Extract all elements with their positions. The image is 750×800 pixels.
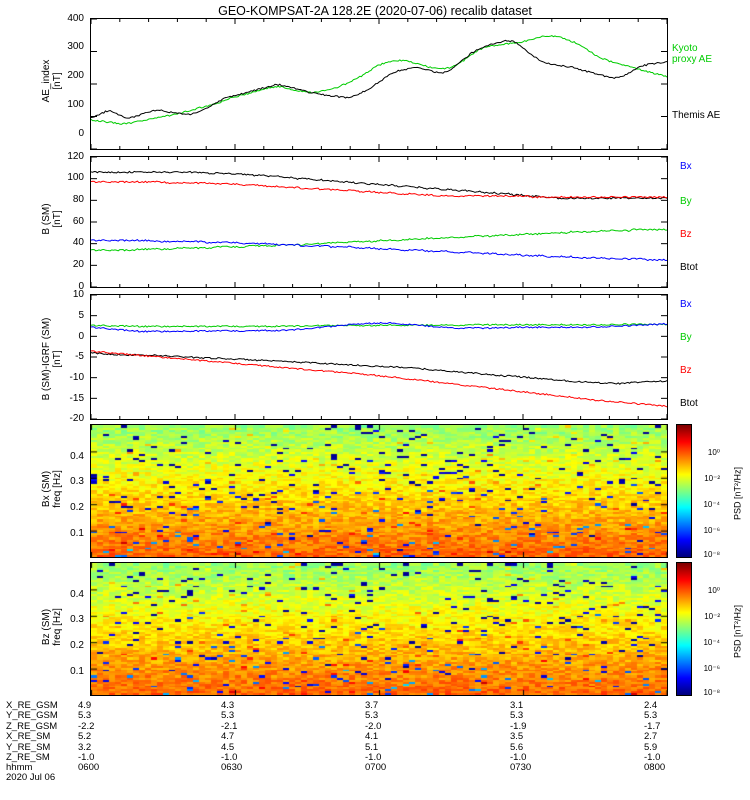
- panel-bz-spectrogram: [90, 562, 668, 696]
- footer-value: 0600: [78, 762, 100, 774]
- legend-p2-bz: Bz: [680, 229, 692, 240]
- colorbar-bz: [676, 562, 692, 696]
- footer-value: 0800: [644, 762, 666, 774]
- ytick-p2-100: 100: [67, 172, 84, 183]
- footer-value: 5.1: [365, 741, 379, 753]
- ytick-p2-20: 20: [72, 259, 84, 270]
- footer-value: -2.0: [365, 720, 382, 732]
- footer-value: 5.6: [510, 741, 524, 753]
- axis-label-ae: AE_index [nT]: [41, 59, 63, 103]
- footer-value: 3.7: [365, 700, 379, 711]
- ytick-p1-0: 0: [78, 128, 84, 139]
- cbtick-p5-2: 10⁻⁴: [703, 638, 720, 647]
- footer-value: 4.7: [221, 731, 235, 743]
- footer-value: -1.0: [644, 752, 661, 763]
- ytick-p1-100: 100: [67, 99, 84, 110]
- ytick-p2-60: 60: [72, 216, 84, 227]
- ytick-p5-02: 0.2: [70, 640, 84, 651]
- axis-label-bz-spec: Bz (SM) freq [Hz]: [41, 608, 63, 646]
- axis-label-bx-spec: Bx (SM) freq [Hz]: [41, 470, 63, 508]
- legend-themis-ae: Themis AE: [672, 110, 721, 121]
- ytick-p1-400: 400: [67, 13, 84, 24]
- footer-value: 2.4: [644, 700, 658, 711]
- ytick-p2-0: 0: [78, 281, 84, 292]
- legend-p3-btot: Btot: [680, 398, 698, 409]
- b-sm-plot: [91, 157, 667, 287]
- footer-value: 3.2: [78, 741, 92, 753]
- ytick-p2-80: 80: [72, 194, 84, 205]
- footer-value: 4.3: [221, 700, 235, 711]
- colorbar-label-bz: PSD [nT²/Hz]: [732, 605, 743, 659]
- ytick-p5-04: 0.4: [70, 589, 84, 600]
- footer-value: 5.3: [78, 710, 92, 722]
- footer-value: -1.9: [510, 720, 527, 732]
- ytick-p3-m5: -5: [75, 351, 84, 362]
- footer-value: 4.1: [365, 731, 379, 743]
- legend-kyoto-proxy-ae: Kyoto proxy AE: [672, 43, 713, 65]
- legend-p2-by: By: [680, 196, 692, 207]
- axis-label-b-sm-igrf: B (SM)-IGRF (SM) [nT]: [41, 317, 63, 401]
- footer-value: 5.3: [365, 710, 379, 722]
- legend-p2-btot: Btot: [680, 262, 698, 273]
- footer-value: -1.0: [221, 752, 238, 763]
- footer-value: -1.0: [510, 752, 527, 763]
- footer-value: 5.3: [221, 710, 235, 722]
- cbtick-p5-0: 10⁰: [707, 586, 720, 595]
- colorbar-bx-gradient: [677, 425, 691, 557]
- footer-value: 3.1: [510, 700, 524, 711]
- ytick-p3-m10: -10: [69, 372, 84, 383]
- legend-p3-by: By: [680, 332, 692, 343]
- ytick-p2-120: 120: [67, 151, 84, 162]
- footer-value: 4.5: [221, 741, 235, 753]
- axis-label-b-sm: B (SM) [nT]: [41, 203, 63, 235]
- bx-spectrogram-image: [91, 425, 667, 557]
- cbtick-p4-4: 10⁻⁸: [703, 550, 720, 559]
- panel-b-sm: [90, 156, 668, 288]
- ytick-p4-03: 0.3: [70, 476, 84, 487]
- b-sm-igrf-plot: [91, 295, 667, 419]
- footer-value: -1.7: [644, 720, 661, 732]
- ytick-p4-01: 0.1: [70, 528, 84, 539]
- panel-b-sm-igrf: [90, 294, 668, 420]
- footer-row-label-y_re_gsm: Y_RE_GSM: [6, 710, 58, 722]
- footer-row-label-x_re_sm: X_RE_SM: [6, 731, 51, 743]
- legend-p3-bx: Bx: [680, 299, 692, 310]
- footer-value: 2.7: [644, 731, 658, 743]
- footer-value: 5.9: [644, 741, 658, 753]
- footer-row-label-hhmm: hhmm: [6, 762, 33, 774]
- ytick-p3-m20: -20: [69, 413, 84, 424]
- cbtick-p4-3: 10⁻⁶: [703, 526, 720, 535]
- footer-value: 4.9: [78, 700, 92, 711]
- footer-value: 5.2: [78, 731, 92, 743]
- footer-value: 5.3: [644, 710, 658, 722]
- footer-value: 3.5: [510, 731, 524, 743]
- colorbar-bx: [676, 424, 692, 558]
- ytick-p5-03: 0.3: [70, 614, 84, 625]
- ytick-p1-200: 200: [67, 70, 84, 81]
- panel-ae-index: [90, 18, 668, 150]
- footer-row-label-y_re_sm: Y_RE_SM: [6, 741, 51, 753]
- legend-p3-bz: Bz: [680, 365, 692, 376]
- ytick-p1-300: 300: [67, 41, 84, 52]
- ytick-p5-01: 0.1: [70, 666, 84, 677]
- footer-value: -1.0: [365, 752, 382, 763]
- cbtick-p4-1: 10⁻²: [704, 474, 720, 483]
- ytick-p4-02: 0.2: [70, 502, 84, 513]
- legend-p2-bx: Bx: [680, 161, 692, 172]
- ae-index-plot: [91, 19, 667, 149]
- footer-value: 5.3: [510, 710, 524, 722]
- footer-row-label-x_re_gsm: X_RE_GSM: [6, 700, 58, 711]
- footer-value: 0730: [510, 762, 532, 774]
- ytick-p2-40: 40: [72, 237, 84, 248]
- footer-value: 0630: [221, 762, 243, 774]
- ytick-p3-10: 10: [72, 289, 84, 300]
- page-title: GEO-KOMPSAT-2A 128.2E (2020-07-06) recalib dataset: [218, 4, 532, 18]
- cbtick-p5-4: 10⁻⁸: [703, 688, 720, 697]
- cbtick-p4-0: 10⁰: [707, 448, 720, 457]
- ytick-p3-m15: -15: [69, 393, 84, 404]
- footer-date: 2020 Jul 06: [6, 772, 56, 783]
- footer-row-label-z_re_gsm: Z_RE_GSM: [6, 720, 58, 732]
- bz-spectrogram-image: [91, 563, 667, 695]
- footer-value: -1.0: [78, 752, 95, 763]
- cbtick-p5-1: 10⁻²: [704, 612, 720, 621]
- footer-row-label-z_re_sm: Z_RE_SM: [6, 752, 50, 763]
- ytick-p4-04: 0.4: [70, 451, 84, 462]
- ytick-p3-0: 0: [78, 331, 84, 342]
- colorbar-bz-gradient: [677, 563, 691, 695]
- footer-value: -2.2: [78, 720, 95, 732]
- panel-bx-spectrogram: [90, 424, 668, 558]
- footer-value: -2.1: [221, 720, 238, 732]
- colorbar-label-bx: PSD [nT²/Hz]: [732, 467, 743, 521]
- cbtick-p4-2: 10⁻⁴: [703, 500, 720, 509]
- ytick-p3-5: 5: [78, 310, 84, 321]
- cbtick-p5-3: 10⁻⁶: [703, 664, 720, 673]
- footer-value: 0700: [365, 762, 387, 774]
